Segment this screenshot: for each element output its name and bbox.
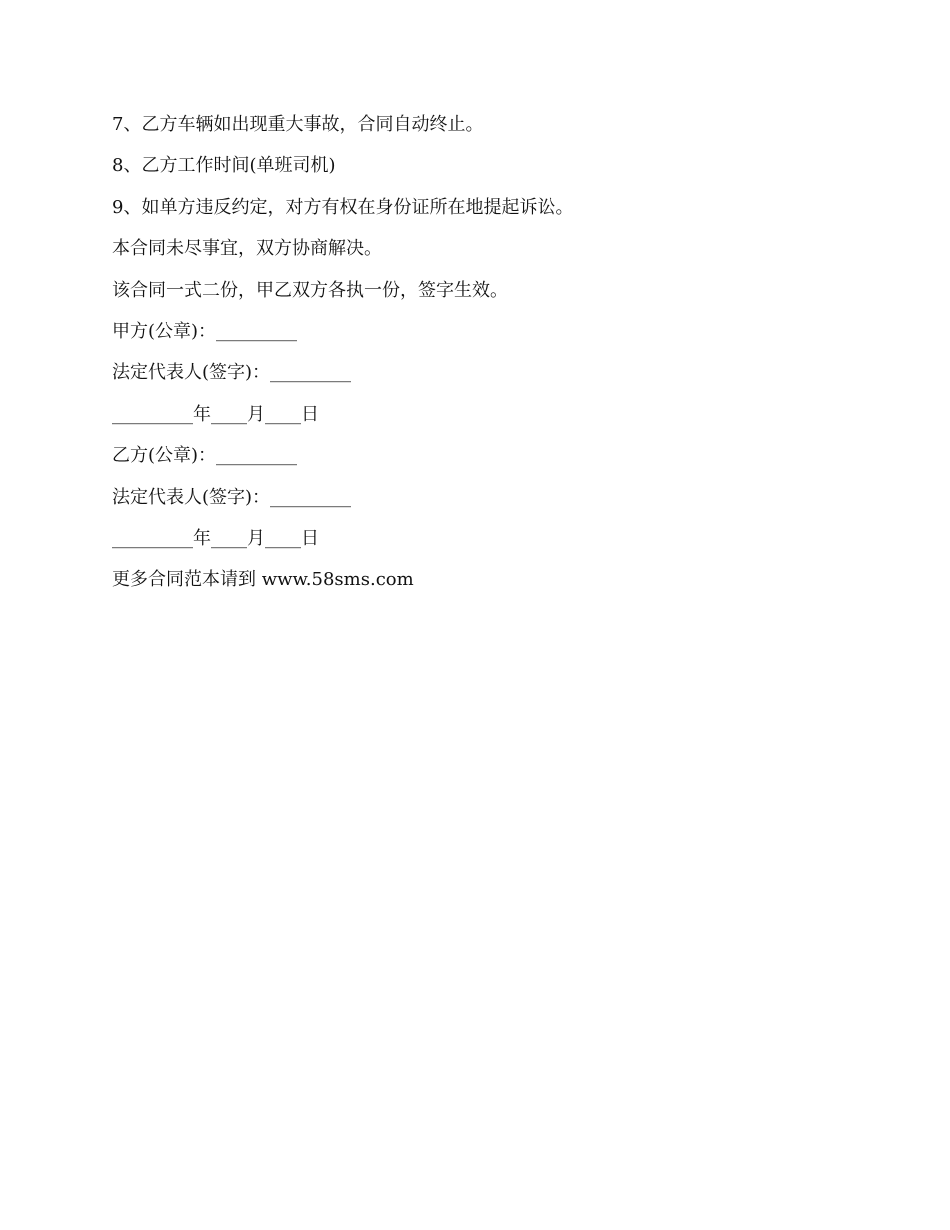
party-a-date: _________年____月____日 [112,403,319,425]
party-b-seal: 乙方(公章)：_________ [112,445,298,467]
party-a-seal: 甲方(公章)：_________ [112,320,298,342]
clause-9: 9、如单方违反约定，对方有权在身份证所在地提起诉讼。 [112,196,574,218]
document-body [112,111,832,608]
more-templates-footer: 更多合同范本请到 www.58sms.com [112,569,414,591]
unresolved-matters-note: 本合同未尽事宜，双方协商解决。 [112,238,382,260]
party-b-representative-signature: 法定代表人(签字)：_________ [112,486,352,508]
party-b-date: _________年____月____日 [112,527,319,549]
copies-note: 该合同一式二份，甲乙双方各执一份，签字生效。 [112,279,508,301]
clause-8: 8、乙方工作时间(单班司机) [112,155,336,177]
party-a-representative-signature: 法定代表人(签字)：_________ [112,362,352,384]
clause-7: 7、乙方车辆如出现重大事故，合同自动终止。 [112,114,484,135]
